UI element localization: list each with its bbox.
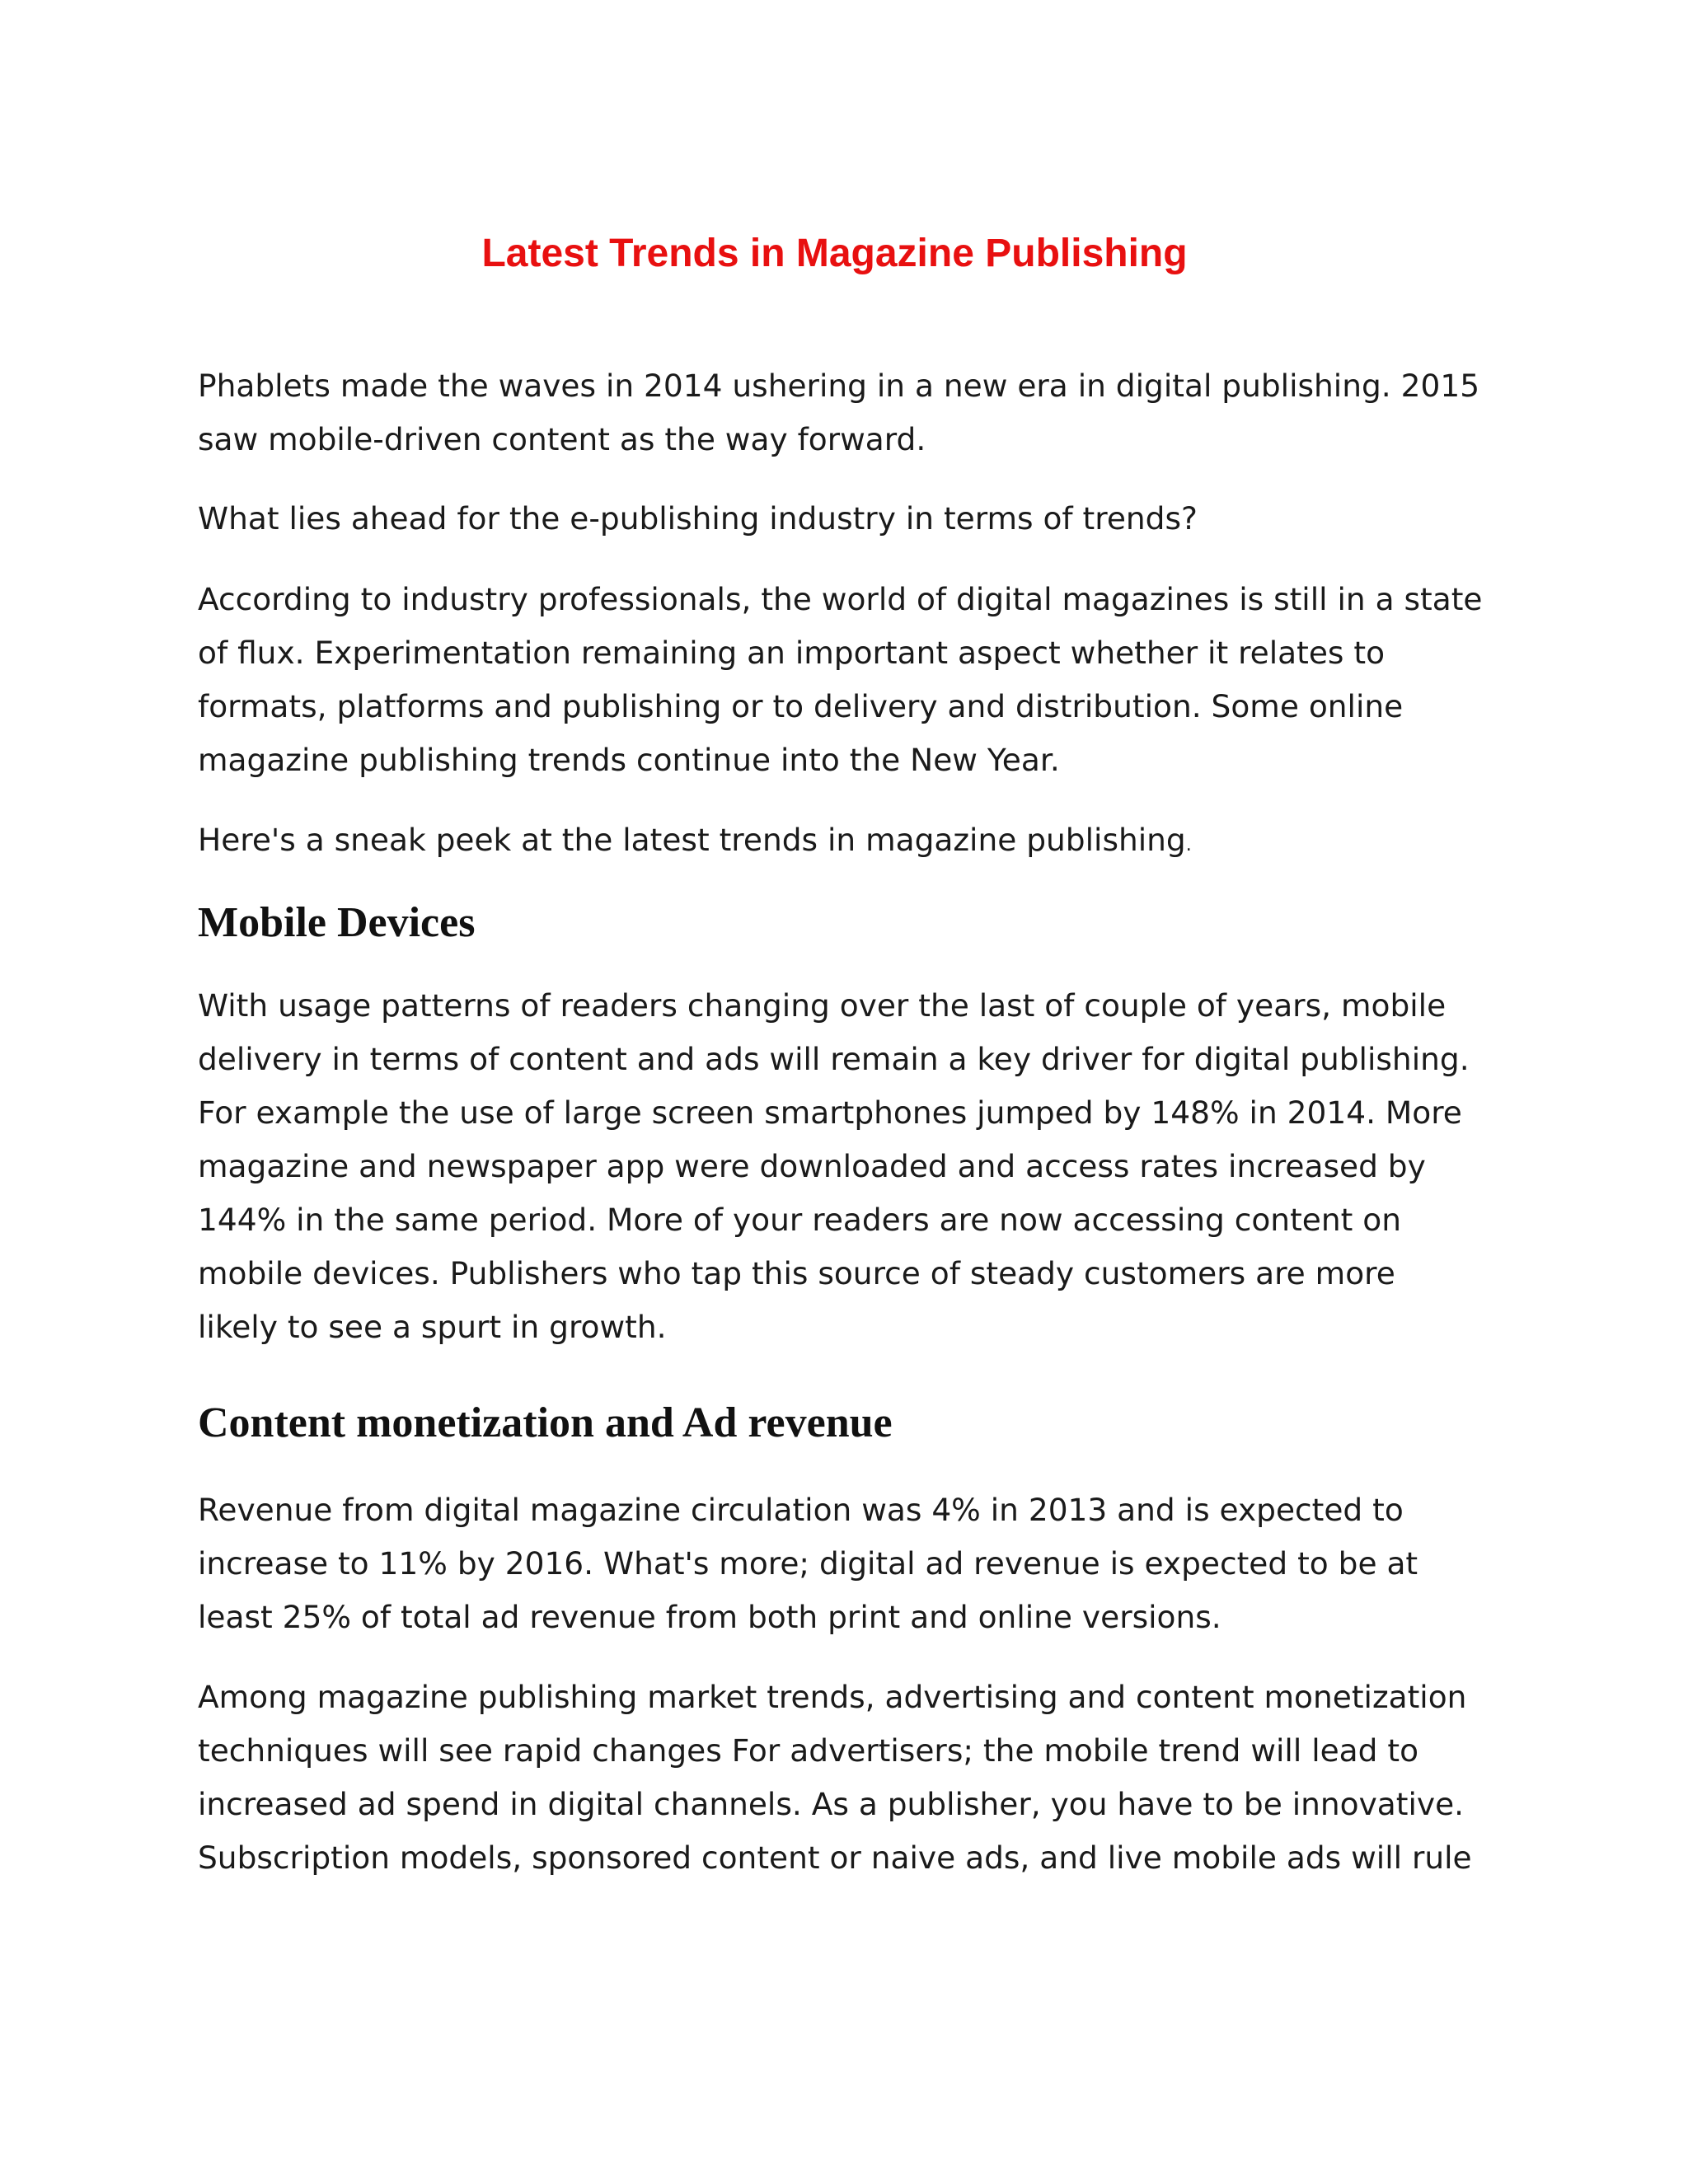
paragraph-line: What lies ahead for the e-publishing industry in terms of trends?: [198, 500, 1198, 537]
section-paragraph: [198, 1671, 1500, 1885]
paragraph-line: delivery in terms of content and ads will remain a key driver for digital publishing.: [198, 1041, 1470, 1077]
intro-paragraph: [198, 573, 1500, 787]
section-heading-mobile-devices: Mobile Devices: [198, 899, 476, 946]
paragraph-line: For example the use of large screen smartphones jumped by 148% in 2014. More: [198, 1094, 1462, 1131]
paragraph-line: least 25% of total ad revenue from both print and online versions.: [198, 1599, 1221, 1635]
paragraph-line: magazine and newspaper app were downloaded and access rates increased by: [198, 1148, 1426, 1184]
intro-paragraph: [198, 359, 1500, 466]
paragraph-line: techniques will see rapid changes For advertisers; the mobile trend will lead to: [198, 1732, 1419, 1769]
paragraph-line: increased ad spend in digital channels. As a publisher, you have to be innovative.: [198, 1786, 1465, 1822]
paragraph-line: magazine publishing trends continue into the New Year.: [198, 742, 1060, 778]
paragraph-line: formats, platforms and publishing or to delivery and distribution. Some online: [198, 688, 1404, 724]
paragraph-line: saw mobile-driven content as the way forward.: [198, 421, 926, 457]
paragraph-line: of flux. Experimentation remaining an important aspect whether it relates to: [198, 635, 1386, 671]
paragraph-line: 144% in the same period. More of your readers are now accessing content on: [198, 1202, 1401, 1238]
paragraph-line: Subscription models, sponsored content or naive ads, and live mobile ads will rule: [198, 1840, 1472, 1876]
trailing-period: .: [1185, 835, 1192, 855]
intro-paragraph: [198, 492, 1500, 546]
paragraph-line: Revenue from digital magazine circulation was 4% in 2013 and is expected to: [198, 1492, 1404, 1528]
paragraph-line: According to industry professionals, the world of digital magazines is still in a state: [198, 581, 1483, 617]
paragraph-line: Phablets made the waves in 2014 ushering in a new era in digital publishing. 2015: [198, 368, 1480, 404]
intro-paragraph: [198, 813, 1500, 872]
section-heading-content-monetization: Content monetization and Ad revenue: [198, 1399, 893, 1446]
paragraph-line: [198, 813, 1500, 872]
paragraph-line: likely to see a spurt in growth.: [198, 1309, 667, 1345]
paragraph-line: With usage patterns of readers changing over the last of couple of years, mobile: [198, 987, 1447, 1024]
document-title: Latest Trends in Magazine Publishing: [481, 232, 1188, 275]
paragraph-text: Here's a sneak peek at the latest trends in magazine publishing: [198, 822, 1186, 858]
paragraph-line: mobile devices. Publishers who tap this source of steady customers are more: [198, 1255, 1395, 1291]
paragraph-line: Among magazine publishing market trends, advertising and content monetization: [198, 1679, 1467, 1715]
paragraph-line: increase to 11% by 2016. What's more; digital ad revenue is expected to be at: [198, 1545, 1418, 1582]
section-paragraph: [198, 979, 1500, 1354]
section-paragraph: [198, 1483, 1500, 1644]
